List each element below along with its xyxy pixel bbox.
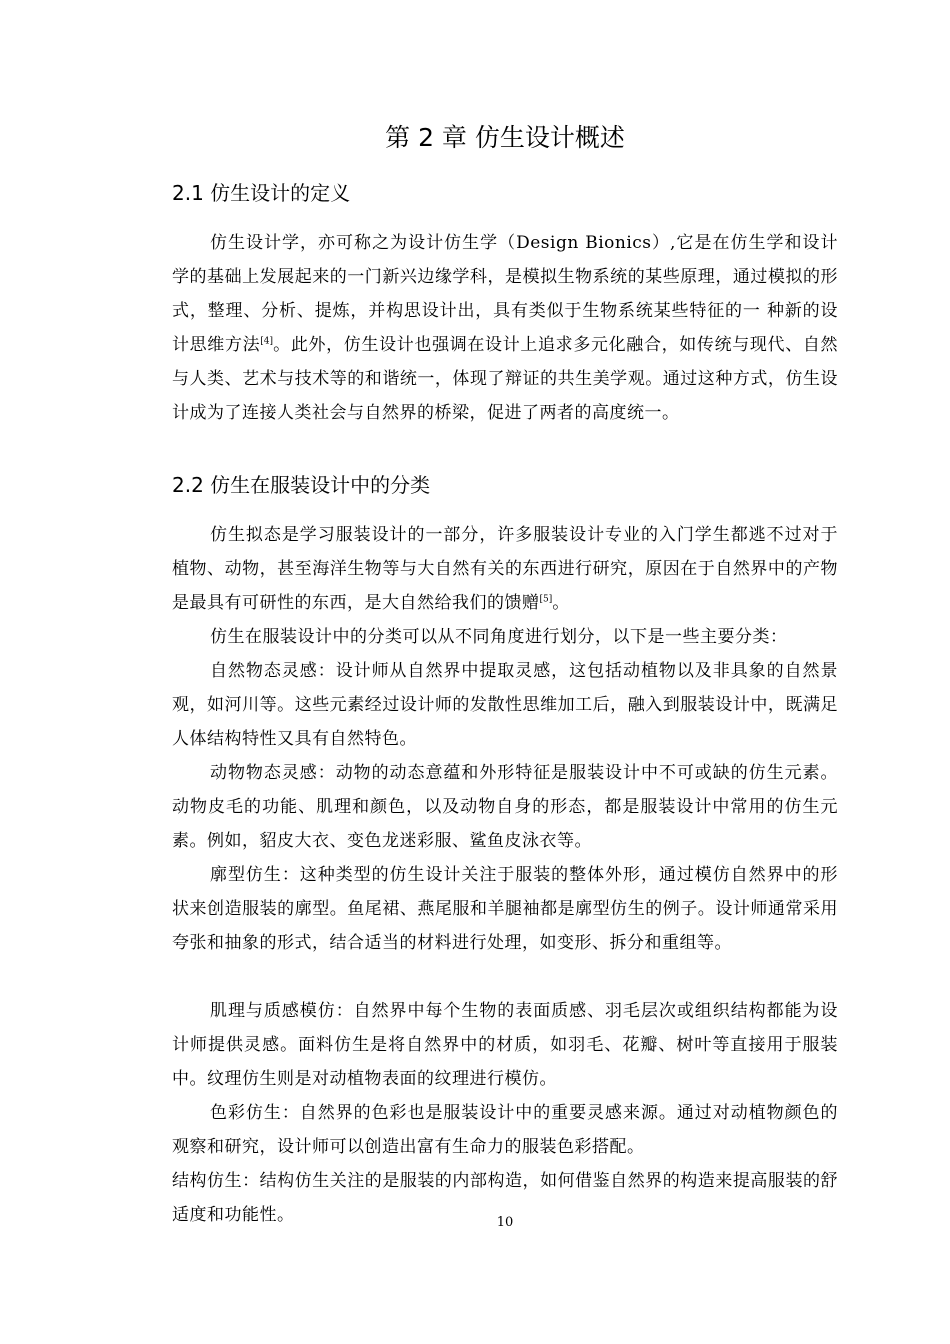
paragraph-color-bionics: 色彩仿生：自然界的色彩也是服装设计中的重要灵感来源。通过对动植物颜色的观察和研究，设计师可以创造出富有生命力的服装色彩搭配。	[172, 1103, 838, 1157]
paragraph-classification-intro: 仿生在服装设计中的分类可以从不同角度进行划分，以下是一些主要分类：	[210, 627, 788, 647]
paragraph-definition	[172, 226, 838, 430]
section-heading-2-1: 2.1 仿生设计的定义	[172, 181, 351, 205]
paragraph-texture-imitation: 肌理与质感模仿：自然界中每个生物的表面质感、羽毛层次或组织结构都能为设计师提供灵感。面料仿生是将自然界中的材质，如羽毛、花瓣、树叶等直接用于服装中。纹理仿生则是对动植物表面的纹理进行模仿。	[172, 1001, 838, 1089]
paragraph-text-tail: 。此外，仿生设计也强调在设计上追求多元化融合，如传统与现代、自然与人类、艺术与技术等的和谐统一，体现了辩证的共生美学观。通过这种方式，仿生设计成为了连接人类社会与自然界的桥梁，促进了两者的高度统一。	[172, 335, 839, 423]
paragraph-mimicry	[172, 518, 838, 620]
paragraph-structure-bionics: 结构仿生：结构仿生关注的是服装的内部构造，如何借鉴自然界的构造来提高服装的舒适度和功能性。	[172, 1171, 838, 1225]
chapter-title: 第 2 章 仿生设计概述	[385, 123, 625, 152]
paragraph-text: 仿生拟态是学习服装设计的一部分，许多服装设计专业的入门学生都逃不过对于植物、动物，甚至海洋生物等与大自然有关的东西进行研究，原因在于自然界中的产物是最具有可研性的东西，是大自然给我们的馈赠	[172, 525, 838, 613]
page-number: 10	[496, 1215, 514, 1230]
paragraph-text-tail: 。	[552, 593, 570, 613]
paragraph-animal-inspiration: 动物物态灵感：动物的动态意蕴和外形特征是服装设计中不可或缺的仿生元素。动物皮毛的功能、肌理和颜色，以及动物自身的形态，都是服装设计中常用的仿生元素。例如，貂皮大衣、变色龙迷彩服、鲨鱼皮泳衣等。	[172, 763, 838, 851]
paragraph-silhouette-bionics: 廓型仿生：这种类型的仿生设计关注于服装的整体外形，通过模仿自然界中的形状来创造服装的廓型。鱼尾裙、燕尾服和羊腿袖都是廓型仿生的例子。设计师通常采用夸张和抽象的形式，结合适当的材料进行处理，如变形、拆分和重组等。	[172, 865, 838, 953]
citation-5: [5]	[539, 594, 553, 605]
citation-4: [4]	[260, 336, 274, 347]
paragraph-natural-inspiration: 自然物态灵感：设计师从自然界中提取灵感，这包括动植物以及非具象的自然景观，如河川等。这些元素经过设计师的发散性思维加工后，融入到服装设计中，既满足人体结构特性又具有自然特色。	[172, 661, 838, 749]
section-heading-2-2: 2.2 仿生在服装设计中的分类	[172, 473, 431, 497]
paragraph-text: 仿生设计学，亦可称之为设计仿生学（Design Bionics）,它是在仿生学和设计学的基础上发展起来的一门新兴边缘学科，是模拟生物系统的某些原理，通过模拟的形式，整理、分析、提炼，并构思设计出，具有类似于生物系统某些特征的一 种新的设计思维方法	[172, 233, 838, 355]
